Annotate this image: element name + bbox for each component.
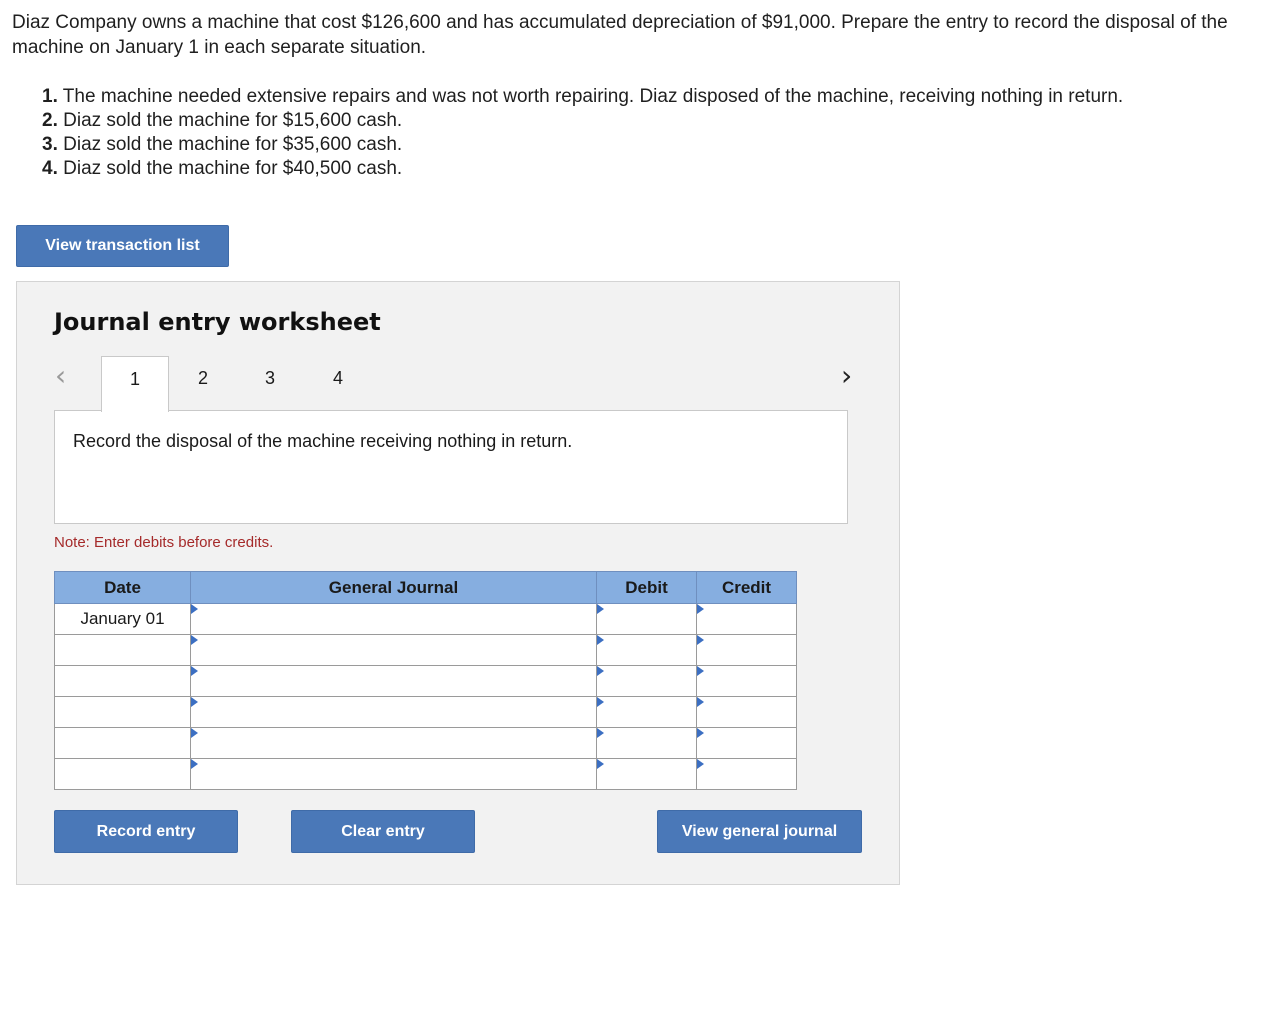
table-row [55,697,797,728]
journal-header-row [55,572,797,604]
credit-field[interactable] [697,759,797,790]
situation-text: Diaz sold the machine for $35,600 cash. [63,134,403,155]
date-cell[interactable] [55,759,191,790]
table-row [55,604,797,635]
table-row [55,759,797,790]
date-cell[interactable] [55,728,191,759]
debit-field[interactable] [597,697,697,728]
transaction-description: Record the disposal of the machine receiving nothing in return. [54,410,848,524]
debit-field[interactable] [597,635,697,666]
debit-column-header: Debit [597,572,697,604]
credit-column-header: Credit [697,572,797,604]
situation-item [42,109,1123,133]
debit-input[interactable] [597,604,696,634]
view-transaction-list-button[interactable]: View transaction list [16,225,229,267]
situation-number: 4. [42,158,58,179]
journal-table [54,571,797,790]
account-field[interactable] [191,666,597,697]
account-input[interactable] [191,728,596,758]
tab-4[interactable]: 4 [332,368,343,388]
situation-number: 1. [42,86,58,107]
clear-entry-button[interactable]: Clear entry [291,810,475,853]
debit-field[interactable] [597,728,697,759]
problem-intro: Diaz Company owns a machine that cost $126,600 and has accumulated depreciation of $91,000. Prepare the entry to record the disposal of the machine on January 1 in each separate situation. [12,12,1228,58]
debit-field[interactable] [597,759,697,790]
account-input[interactable] [191,635,596,665]
debit-field[interactable] [597,604,697,635]
credit-field[interactable] [697,728,797,759]
tab-3[interactable]: 3 [264,368,275,388]
situation-number: 3. [42,134,58,155]
view-general-journal-button[interactable]: View general journal [657,810,862,853]
debit-input[interactable] [597,635,696,665]
tab-2[interactable]: 2 [197,368,208,388]
entry-note: Note: Enter debits before credits. [54,534,274,551]
date-cell[interactable]: January 01 [55,604,191,635]
credit-input[interactable] [697,728,796,758]
date-cell[interactable] [55,666,191,697]
table-row [55,728,797,759]
account-field[interactable] [191,728,597,759]
date-cell[interactable] [55,635,191,666]
debit-input[interactable] [597,728,696,758]
credit-field[interactable] [697,604,797,635]
credit-input[interactable] [697,635,796,665]
journal-entry-worksheet [16,281,900,885]
credit-input[interactable] [697,666,796,696]
account-field[interactable] [191,759,597,790]
date-cell[interactable] [55,697,191,728]
account-input[interactable] [191,666,596,696]
record-entry-button[interactable]: Record entry [54,810,238,853]
account-field[interactable] [191,604,597,635]
table-row [55,635,797,666]
table-row [55,666,797,697]
situation-item [42,85,1123,109]
debit-input[interactable] [597,697,696,727]
situation-number: 2. [42,110,58,131]
situation-text: Diaz sold the machine for $15,600 cash. [63,110,403,131]
chevron-left-icon[interactable]: ‹ [55,359,67,392]
tab-1[interactable]: 1 [101,356,169,412]
account-field[interactable] [191,635,597,666]
debit-input[interactable] [597,666,696,696]
chevron-right-icon[interactable]: › [841,359,853,392]
credit-input[interactable] [697,604,796,634]
situations-list [42,85,1123,181]
account-input[interactable] [191,697,596,727]
credit-field[interactable] [697,635,797,666]
credit-input[interactable] [697,759,796,789]
debit-field[interactable] [597,666,697,697]
account-field[interactable] [191,697,597,728]
situation-text: The machine needed extensive repairs and was not worth repairing. Diaz disposed of the machine, receiving nothing in return. [62,86,1124,107]
credit-field[interactable] [697,666,797,697]
situation-item [42,133,1123,157]
date-column-header: Date [55,572,191,604]
credit-input[interactable] [697,697,796,727]
account-input[interactable] [191,759,596,789]
credit-field[interactable] [697,697,797,728]
situation-text: Diaz sold the machine for $40,500 cash. [63,158,403,179]
debit-input[interactable] [597,759,696,789]
situation-item [42,157,1123,181]
general-journal-column-header: General Journal [191,572,597,604]
account-input[interactable] [191,604,596,634]
worksheet-title: Journal entry worksheet [54,308,381,336]
